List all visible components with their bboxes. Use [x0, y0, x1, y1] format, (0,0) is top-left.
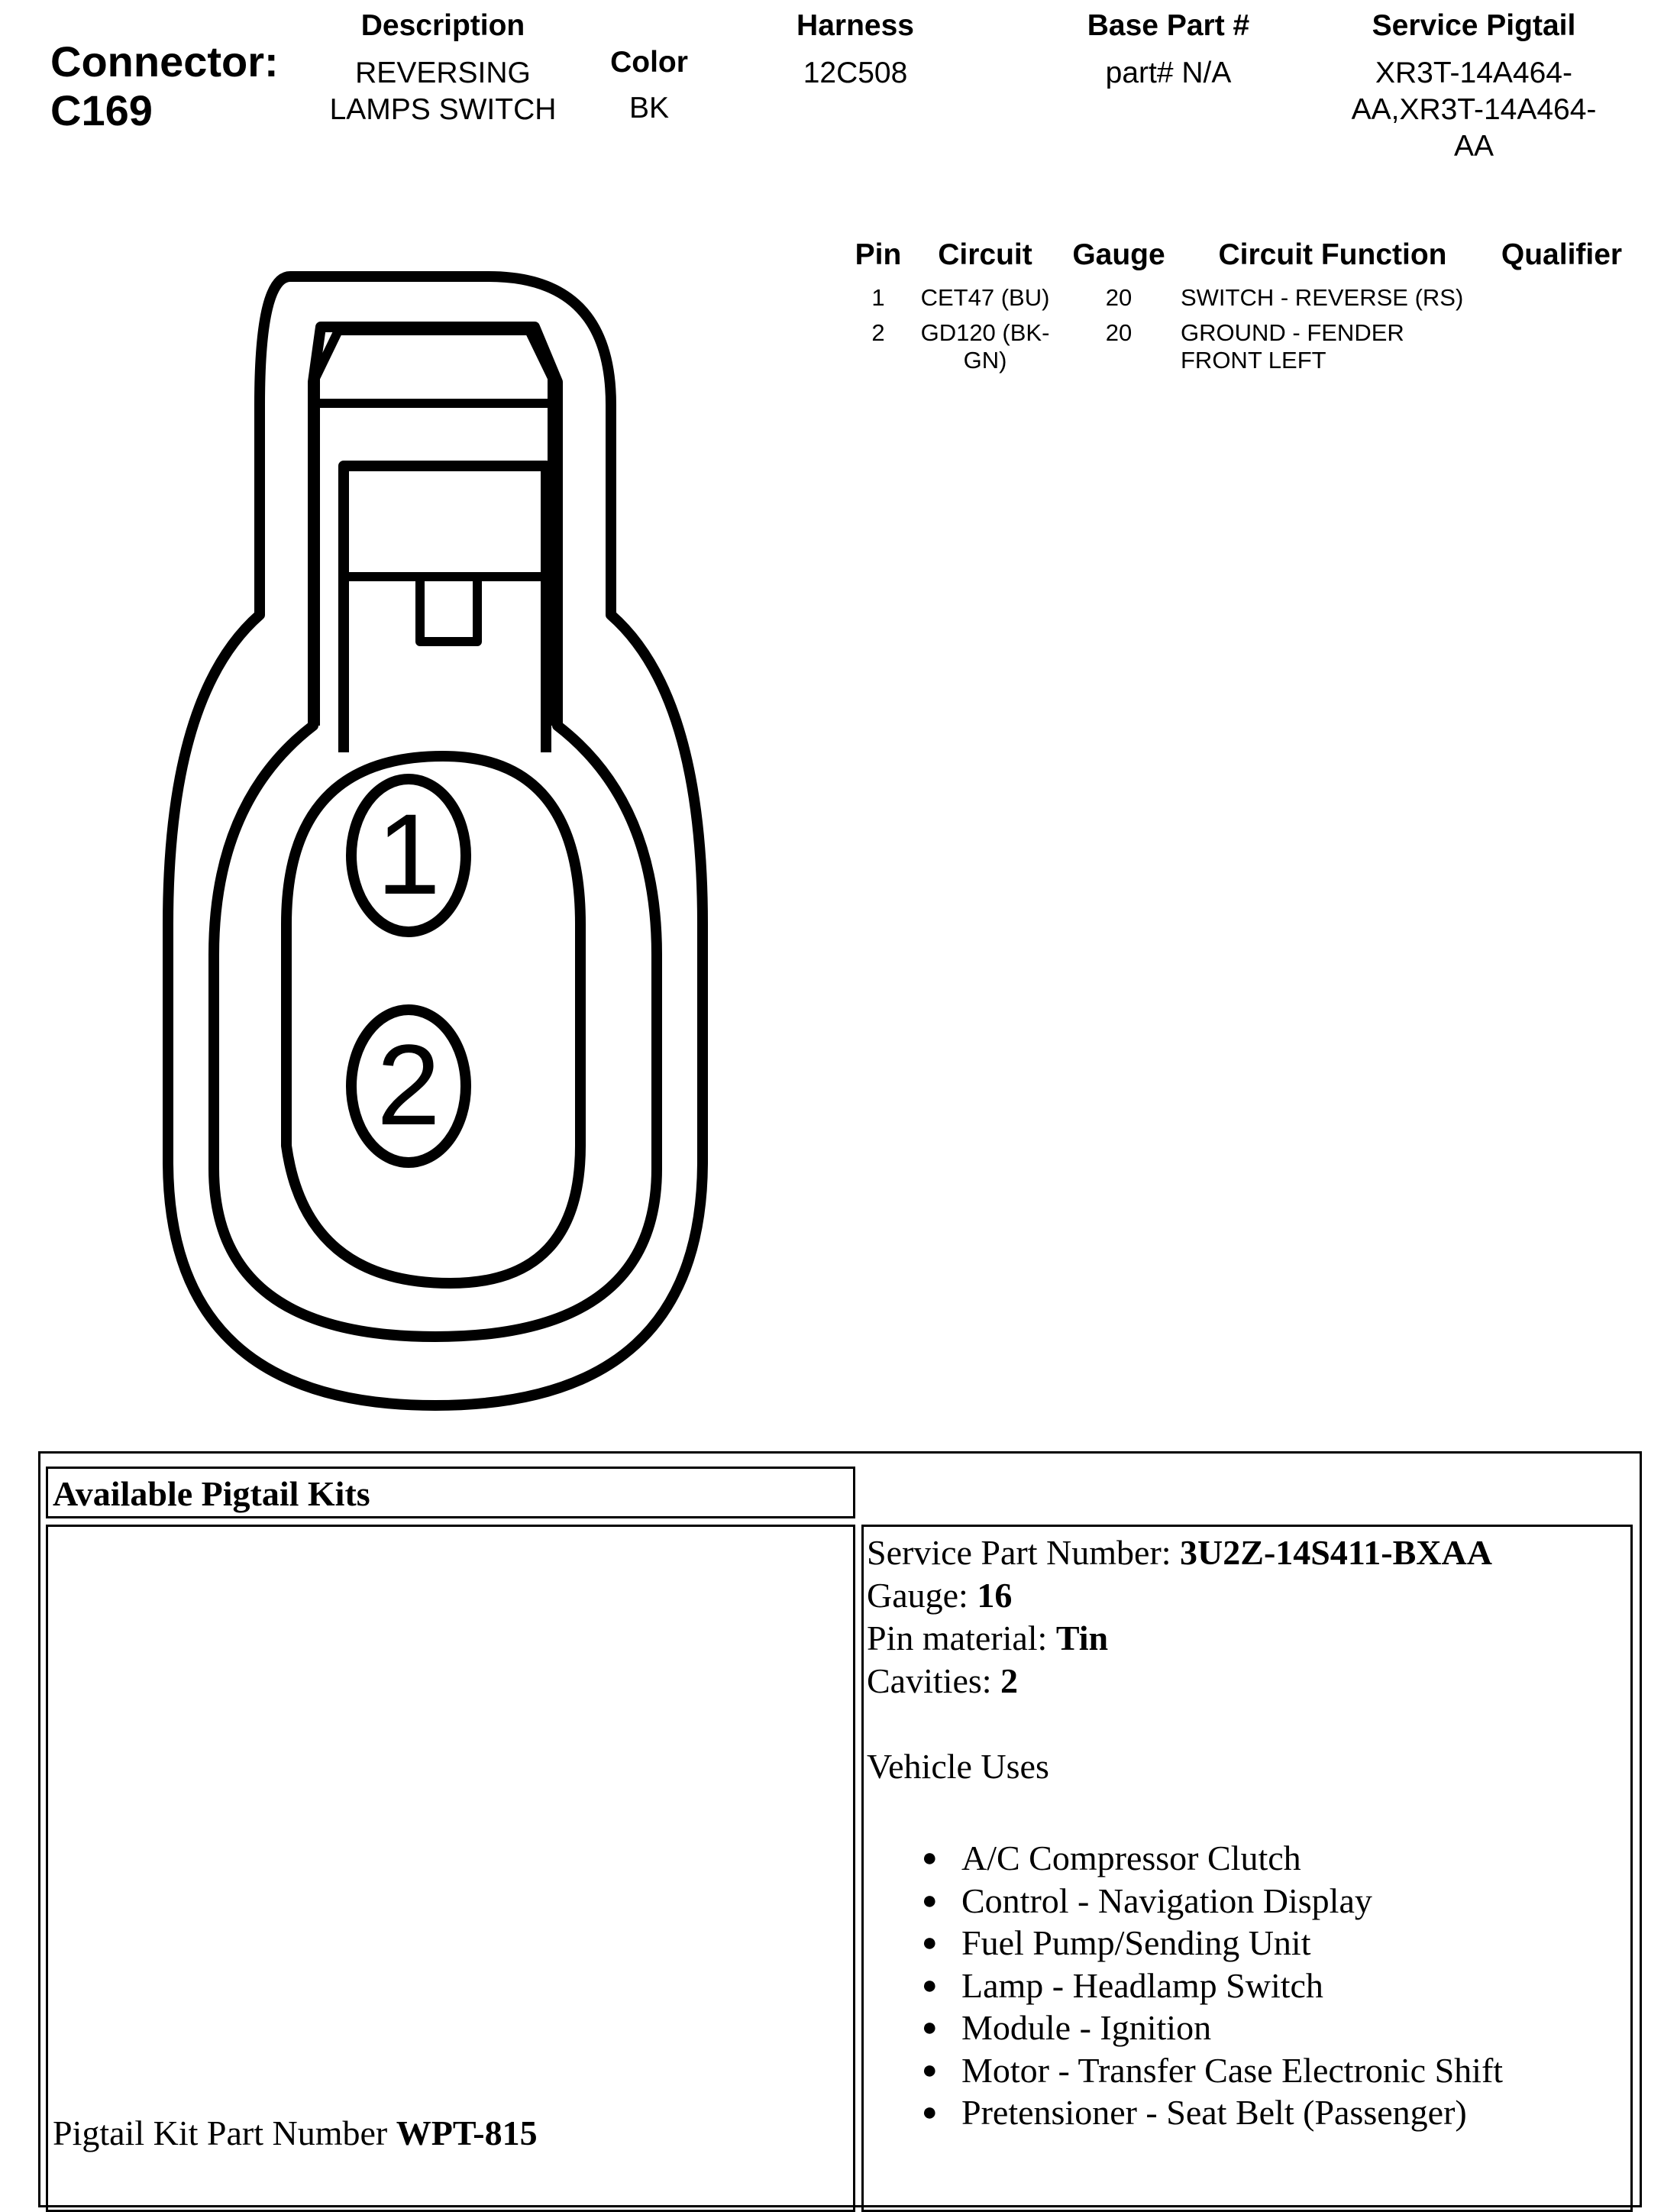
- connector-id: C169: [50, 86, 153, 134]
- vehicle-use-text: Module - Ignition: [961, 2008, 1212, 2047]
- service-pigtail-line: XR3T-14A464-: [1375, 57, 1572, 89]
- latch-tab: [344, 466, 546, 752]
- base-part-value: part# N/A: [1105, 57, 1232, 89]
- bullet-icon: ●: [922, 1844, 938, 1872]
- function-line: FRONT LEFT: [1181, 347, 1326, 374]
- harness-header: Harness: [796, 9, 914, 42]
- list-item: [922, 1922, 1503, 1965]
- vehicle-use-text: Fuel Pump/Sending Unit: [961, 1923, 1311, 1962]
- list-item: [922, 2007, 1503, 2049]
- service-pigtail-value: [1329, 55, 1619, 165]
- vehicle-use-text: Pretensioner - Seat Belt (Passenger): [961, 2093, 1467, 2132]
- circuit-col-header: Circuit: [938, 238, 1032, 271]
- bullet-icon: ●: [922, 2013, 938, 2042]
- bullet-icon: ●: [922, 2098, 938, 2126]
- list-item: [922, 1837, 1503, 1880]
- pin-2-label: 2: [376, 1020, 441, 1149]
- function-col-header: Circuit Function: [1218, 238, 1447, 271]
- circuit-line: GD120 (BK-: [920, 319, 1050, 346]
- pin-material-info: [867, 1617, 1492, 1660]
- table-cell-circuit: [913, 319, 1058, 374]
- service-pigtail-line: AA: [1453, 130, 1494, 163]
- pigtail-kit-part-number: [53, 2112, 538, 2155]
- gauge-col-header: Gauge: [1072, 238, 1165, 271]
- gauge-info: [867, 1574, 1492, 1617]
- service-part-value: 3U2Z-14S411-BXAA: [1180, 1533, 1492, 1572]
- function-line: GROUND - FENDER: [1181, 319, 1404, 346]
- connector-face-diagram: [153, 267, 718, 1421]
- description-line: LAMPS SWITCH: [329, 93, 557, 126]
- description-header: Description: [360, 9, 525, 42]
- cavities-info: [867, 1660, 1492, 1703]
- table-cell-pin: 1: [871, 284, 885, 311]
- vehicle-uses-heading: Vehicle Uses: [867, 1747, 1049, 1786]
- table-cell-function: SWITCH - REVERSE (RS): [1181, 284, 1464, 311]
- pigtail-kit-left-cell: [46, 1525, 855, 2212]
- table-cell-pin: 2: [871, 319, 885, 346]
- list-item: [922, 1880, 1503, 1923]
- pin-1-label: 1: [376, 790, 441, 918]
- color-value: BK: [628, 92, 670, 125]
- cavities-value: 2: [1000, 1661, 1019, 1700]
- table-cell-gauge: 20: [1105, 284, 1133, 311]
- pin-col-header: Pin: [855, 238, 902, 271]
- table-cell-gauge: 20: [1105, 319, 1133, 346]
- vehicle-use-text: Control - Navigation Display: [961, 1881, 1372, 1920]
- service-part-label: Service Part Number:: [867, 1533, 1181, 1572]
- bullet-icon: ●: [922, 2055, 938, 2084]
- bullet-icon: ●: [922, 1929, 938, 1957]
- vehicle-use-text: Lamp - Headlamp Switch: [961, 1965, 1323, 2005]
- pin-material-label: Pin material:: [867, 1619, 1056, 1657]
- description-line: REVERSING: [355, 57, 531, 89]
- table-cell-function: [1181, 319, 1486, 374]
- list-item: [922, 2049, 1504, 2092]
- list-item: [922, 2091, 1503, 2134]
- kit-part-value: WPT-815: [396, 2113, 538, 2152]
- service-pigtail-line: AA,XR3T-14A464-: [1351, 93, 1597, 126]
- kit-part-label: Pigtail Kit Part Number: [53, 2113, 396, 2152]
- connector-label: Connector:: [50, 37, 279, 86]
- pin-material-value: Tin: [1055, 1619, 1109, 1657]
- vehicle-use-text: A/C Compressor Clutch: [961, 1838, 1301, 1877]
- pigtail-kit-details-cell: [861, 1525, 1633, 2212]
- latch-outline: [315, 331, 552, 726]
- bullet-icon: ●: [922, 1886, 938, 1915]
- pigtail-heading-cell: [46, 1467, 855, 1518]
- latch-notch: [420, 577, 477, 642]
- vehicle-use-text: Motor - Transfer Case Electronic Shift: [961, 2050, 1504, 2090]
- base-part-header: Base Part #: [1087, 9, 1250, 42]
- gauge-label: Gauge:: [867, 1576, 977, 1615]
- harness-value: 12C508: [803, 57, 908, 89]
- bullet-icon: ●: [922, 1971, 938, 2000]
- table-cell-circuit: CET47 (BU): [920, 284, 1050, 311]
- vehicle-uses-list: [922, 1837, 1504, 2134]
- color-header: Color: [610, 46, 688, 79]
- gauge-value: 16: [977, 1576, 1013, 1615]
- service-part-number: [867, 1531, 1492, 1574]
- list-item: [922, 1965, 1503, 2007]
- description-value: [305, 55, 580, 128]
- qualifier-col-header: Qualifier: [1501, 238, 1623, 271]
- pigtail-kits-heading: Available Pigtail Kits: [53, 1474, 370, 1513]
- circuit-line: GN): [963, 347, 1007, 374]
- service-pigtail-header: Service Pigtail: [1372, 9, 1576, 42]
- cavities-label: Cavities:: [867, 1661, 1001, 1700]
